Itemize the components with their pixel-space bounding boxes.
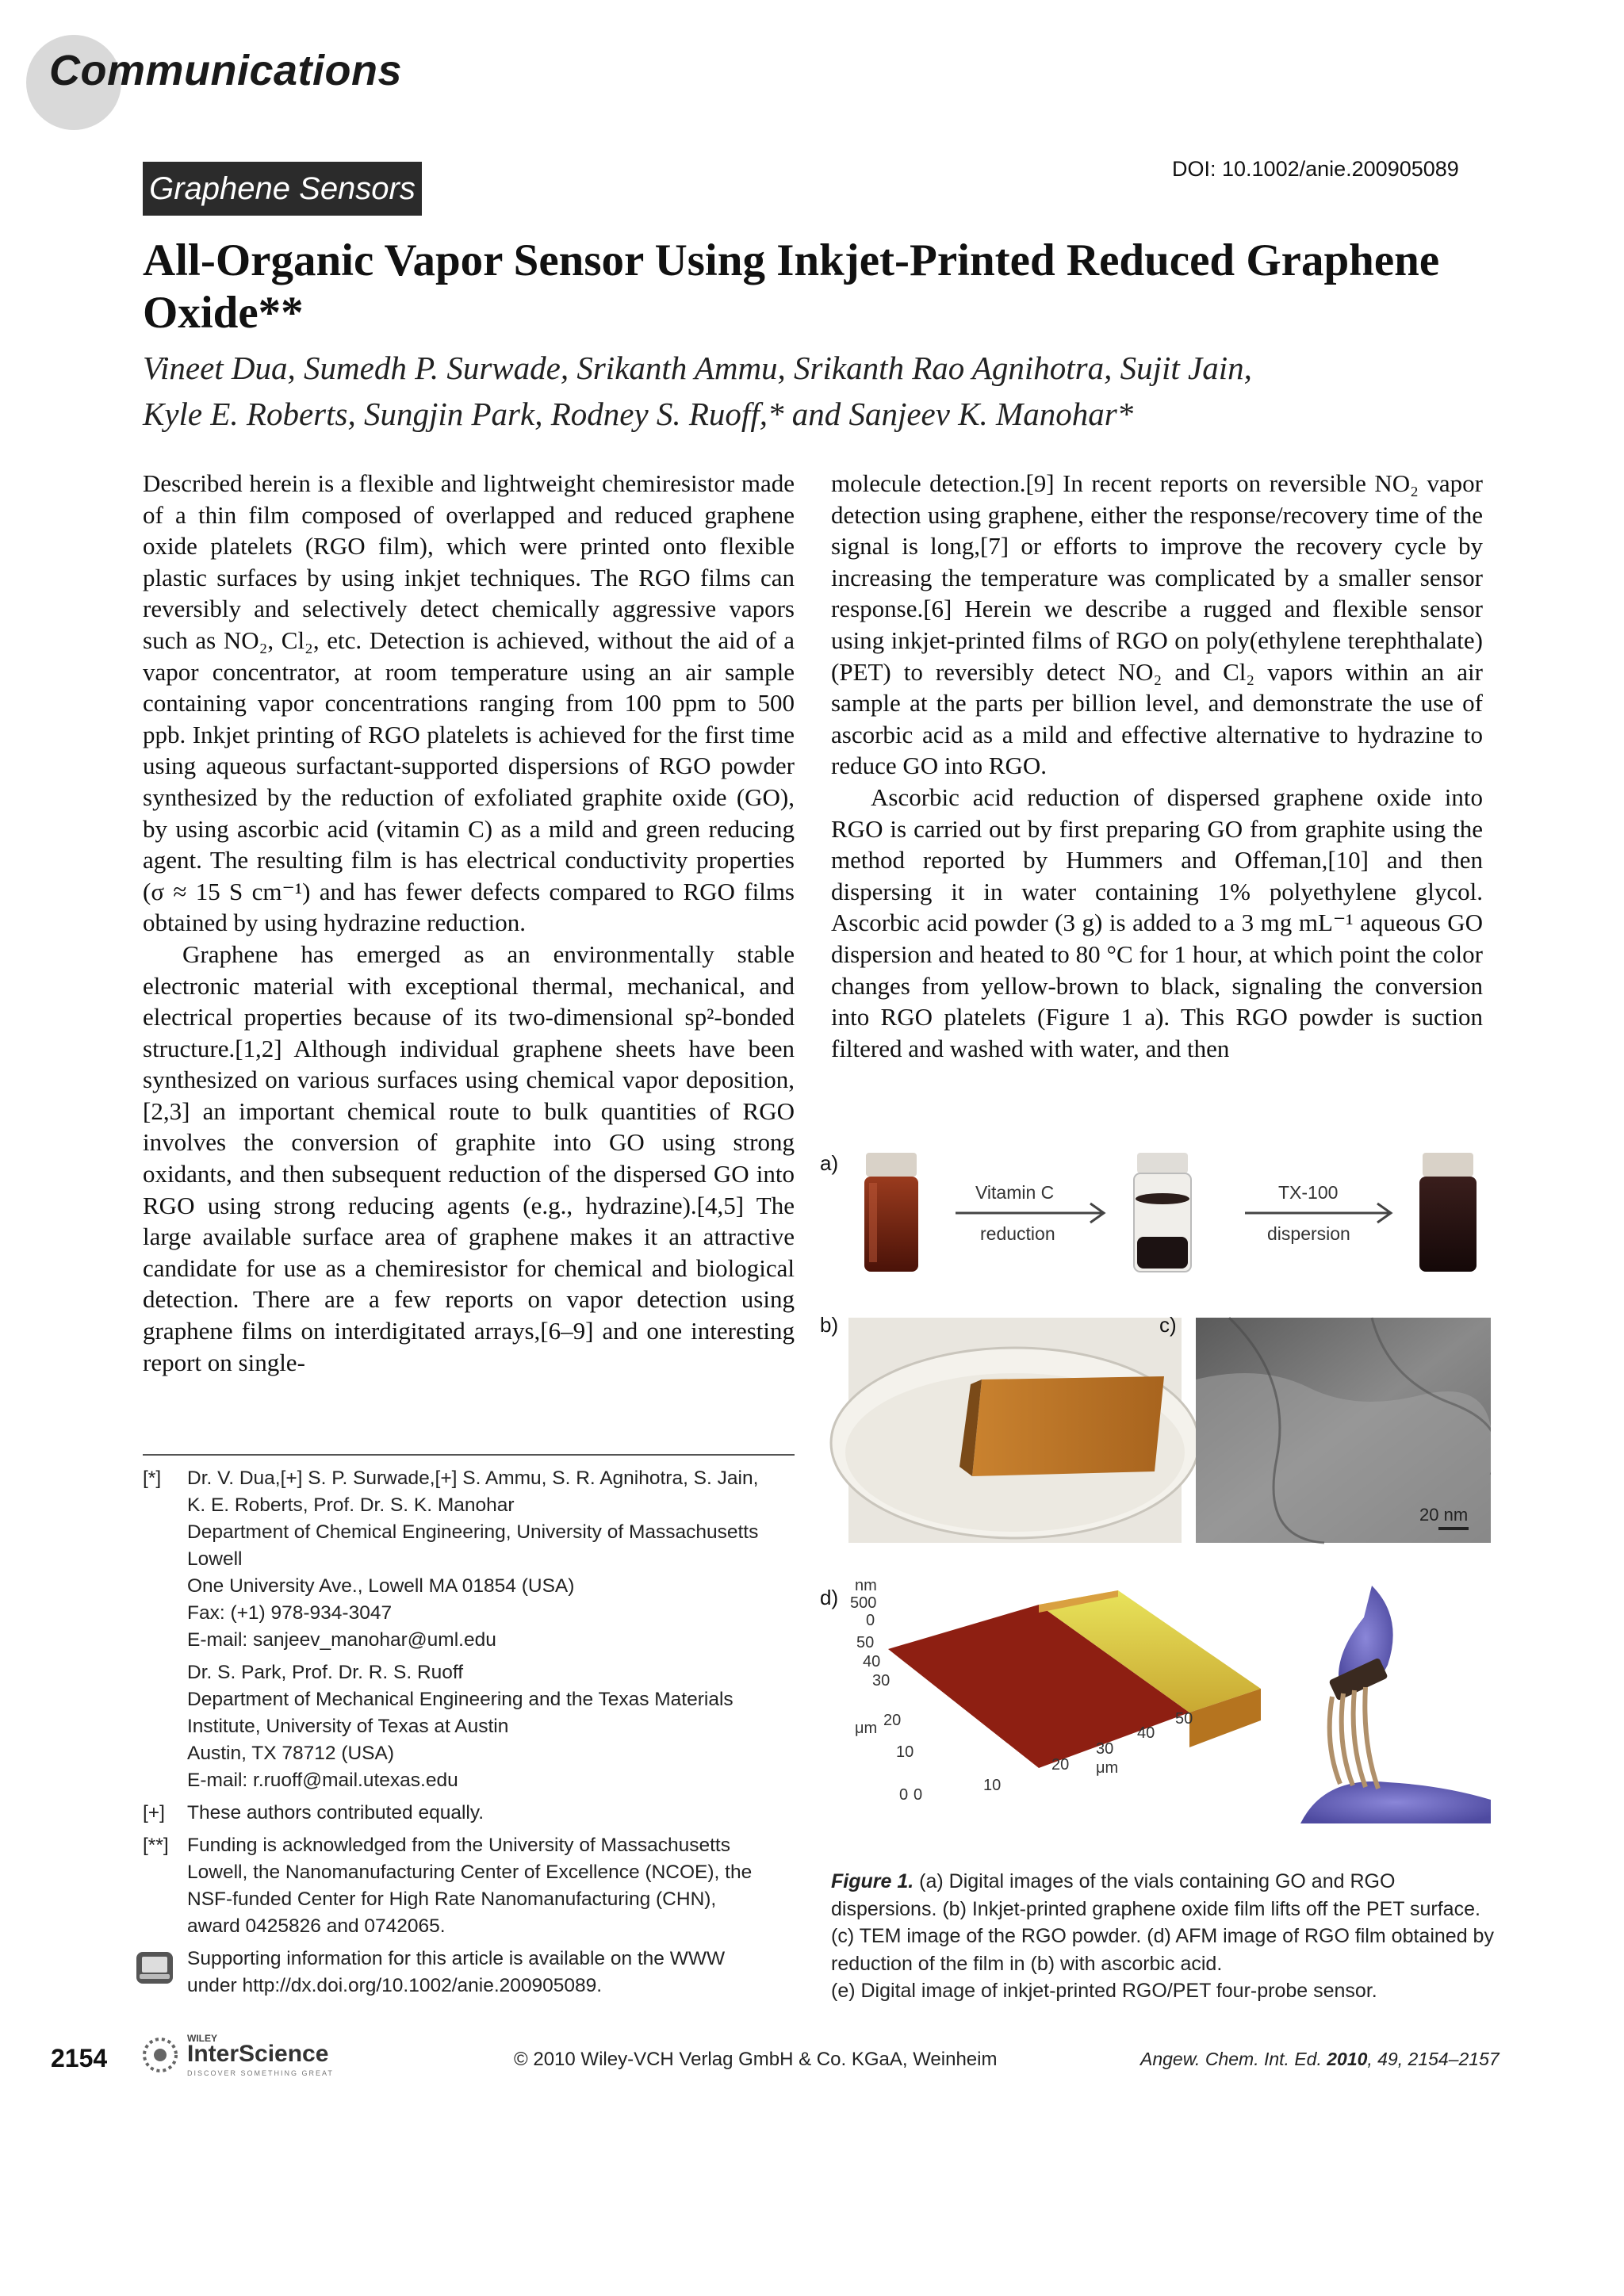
footnote-line: Lowell, the Nanomanufacturing Center of Excellence (NCOE), the [187, 1862, 753, 1883]
panel-c [1159, 1313, 1491, 1543]
footnote-line: Supporting information for this article is available on the WWW [187, 1948, 726, 1969]
publisher-name: InterScience [187, 2041, 329, 2067]
panel-a [820, 1148, 1491, 1280]
publisher-logo [141, 2031, 379, 2084]
caption-line-e: (e) Digital image of inkjet-printed RGO/PET four-probe sensor. [831, 1980, 1377, 2002]
footnote-line: Dr. V. Dua,[+] S. P. Surwade,[+] S. Ammu, S. R. Agnihotra, S. Jain, [187, 1468, 759, 1489]
footnote-funding [143, 1832, 801, 1940]
afm-y-tick: 30 [872, 1672, 891, 1689]
afm-x-tick: 30 [1096, 1740, 1114, 1758]
figure-1-panels [817, 1142, 1491, 1855]
journal-year: 2010 [1327, 2049, 1368, 2069]
journal-name: Angew. Chem. Int. Ed. [1140, 2049, 1322, 2069]
panel-e [1269, 1586, 1491, 1823]
author-list-line-2: Kyle E. Roberts, Sungjin Park, Rodney S. Ruoff,* and Sanjeev K. Manohar* [143, 396, 1134, 432]
vial-rgo-precipitate [1134, 1153, 1191, 1272]
left-column [143, 468, 795, 1378]
afm-x-tick: 50 [1175, 1710, 1193, 1728]
caption-text: (a) Digital images of the vials containing GO and RGO dispersions. (b) Inkjet-printed graphene oxide film lifts off the PET surface. (c) TEM image of the RGO powder. (d) AFM image of RGO film obtained by reduction of the film in (b) with ascorbic acid. [831, 1870, 1494, 1975]
footnote-divider [143, 1454, 795, 1456]
footnote-line: award 0425826 and 0742065. [187, 1915, 446, 1937]
afm-y-tick: 50 [856, 1634, 875, 1651]
footnote-line: These authors contributed equally. [187, 1802, 485, 1823]
afm-z-max: 500 [850, 1594, 877, 1612]
afm-y-unit: μm [855, 1720, 878, 1737]
panel-d-label: d) [820, 1586, 839, 1609]
footnote-line: Dr. S. Park, Prof. Dr. R. S. Ruoff [187, 1662, 464, 1683]
panel-b-label: b) [820, 1313, 839, 1337]
author-list-line-1: Vineet Dua, Sumedh P. Surwade, Srikanth Ammu, Srikanth Rao Agnihotra, Sujit Jain, [143, 350, 1252, 386]
afm-x-unit: μm [1096, 1759, 1119, 1777]
abstract-paragraph: Described herein is a flexible and lightweight chemiresistor made of a thin film composed of overlapped and reduced graphene oxide platelets (RGO film), which were printed onto flexible plastic surfaces by using inkjet techniques. The RGO films can reversibly and selectively detect chemically aggressive vapors such as NO₂, Cl₂, etc. Detection is achieved, without the aid of a vapor concentrator, at room temperature using an air sample containing vapor concentrations ranging from 100 ppm to 500 ppb. Inkjet printing of RGO platelets is achieved for the first time using aqueous surfactant-supported dispersions of RGO powder synthesized by the reduction of exfoliated graphite oxide (GO), by using ascorbic acid (vitamin C) as a mild and green reducing agent. The resulting film is has electrical conductivity properties (σ ≈ 15 S cm⁻¹) and has fewer defects compared to RGO films obtained by using hydrazine reduction. [143, 469, 795, 937]
afm-y-tick: 0 [899, 1786, 909, 1804]
journal-reference [1140, 2049, 1500, 2070]
journal-volume-pages: , 49, 2154–2157 [1367, 2049, 1500, 2069]
afm-z-min: 0 [866, 1612, 875, 1629]
footnote-line: NSF-funded Center for High Rate Nanomanufacturing (CHN), [187, 1888, 717, 1910]
panel-a-label: a) [820, 1151, 839, 1175]
afm-x-tick: 0 [914, 1786, 923, 1804]
footnote-equal-contribution [143, 1800, 801, 1827]
afm-z-unit: nm [855, 1577, 877, 1594]
publisher-tagline: DISCOVER SOMETHING GREAT [187, 2069, 334, 2077]
footnote-line: Austin, TX 78712 (USA) [187, 1743, 395, 1764]
supporting-info-icon [136, 1952, 173, 1984]
scale-bar-label: 20 nm [1419, 1505, 1469, 1525]
afm-y-tick: 40 [863, 1653, 881, 1670]
body-paragraph: Graphene has emerged as an environmentally stable electronic material with exceptional thermal, mechanical, and electrical properties because of its two-dimensional sp²-bonded structure.[1,2] Although individual graphene sheets have been synthesized on various surfaces using chemical vapor deposition,[2,3] an important chemical route to bulk quantities of RGO involves the conversion of graphite into GO using strong oxidants, and then subsequent reduction of the dispersed GO into RGO using strong reducing agents (e.g., hydrazine).[4,5] The large available surface area of graphene makes it an attractive candidate for use as a chemiresistor for chemical and biological detection. There are a few reports on vapor detection using graphene films on interdigitated arrays,[6–9] and one interesting report on single- [143, 939, 795, 1376]
panel-b [820, 1313, 1199, 1543]
footnote-line: Institute, University of Texas at Austin [187, 1716, 509, 1737]
footnote-email[interactable]: E-mail: sanjeev_manohar@uml.edu [187, 1629, 496, 1651]
footnote-affiliation-2 [143, 1659, 801, 1794]
page-number: 2154 [51, 2044, 108, 2072]
article-title: All-Organic Vapor Sensor Using Inkjet-Printed Reduced Graphene Oxide** [143, 235, 1440, 338]
doi-link[interactable]: DOI: 10.1002/anie.200905089 [1172, 157, 1459, 181]
right-column [831, 468, 1483, 1064]
footnote-email[interactable]: E-mail: r.ruoff@mail.utexas.edu [187, 1770, 458, 1791]
panel-c-label: c) [1159, 1313, 1177, 1337]
figure-caption [831, 1868, 1497, 2005]
vial-rgo-dispersion [1419, 1153, 1477, 1272]
footnote-marker: [*] [143, 1468, 162, 1489]
body-paragraph: molecule detection.[9] In recent reports on reversible NO₂ vapor detection using graphene, either the response/recovery time of the signal is long,[7] or efforts to improve the recovery cycle by increasing the temperature was complicated by a smaller sensor response.[6] Herein we describe a rugged and flexible sensor using inkjet-printed films of RGO on poly(ethylene terephthalate) (PET) to reversibly detect NO₂ and Cl₂ vapors within an air sample at the parts per billion level, and demonstrate the use of ascorbic acid as a mild and effective alternative to hydrazine to reduce GO into RGO. [831, 469, 1483, 780]
afm-x-tick: 20 [1051, 1756, 1070, 1774]
footnote-line: Department of Mechanical Engineering and the Texas Materials [187, 1689, 733, 1710]
copyright: © 2010 Wiley-VCH Verlag GmbH & Co. KGaA, Weinheim [514, 2049, 998, 2070]
footnotes [143, 1465, 801, 2005]
footnote-line: Department of Chemical Engineering, University of Massachusetts [187, 1521, 759, 1543]
footnote-link[interactable]: under http://dx.doi.org/10.1002/anie.200905089. [187, 1975, 603, 1996]
afm-y-tick: 10 [896, 1743, 914, 1761]
afm-x-tick: 40 [1137, 1724, 1155, 1742]
arrow-label-vitamin-c: Vitamin C [975, 1182, 1055, 1203]
footnote-line: K. E. Roberts, Prof. Dr. S. K. Manohar [187, 1494, 515, 1516]
footnote-line: Fax: (+1) 978-934-3047 [187, 1602, 393, 1624]
afm-y-tick: 20 [883, 1712, 902, 1729]
footnote-affiliation-1 [143, 1465, 801, 1654]
category-tag: Graphene Sensors [143, 162, 422, 216]
body-paragraph: Ascorbic acid reduction of dispersed graphene oxide into RGO is carried out by first preparing GO from graphite using the method reported by Hummers and Offeman,[10] and then dispersing it in water containing 1% polyethylene glycol. Ascorbic acid powder (3 g) is added to a 3 mg mL⁻¹ aqueous GO dispersion and heated to 80 °C for 1 hour, at which point the color changes from yellow-brown to black, signaling the conversion into RGO platelets (Figure 1 a). This RGO powder is suction filtered and washed with water, and then [831, 783, 1483, 1062]
arrow-label-dispersion: dispersion [1267, 1223, 1350, 1244]
footnote-supporting-info [143, 1946, 801, 1999]
arrow-label-reduction: reduction [980, 1223, 1055, 1244]
panel-d [820, 1577, 1261, 1804]
afm-x-tick: 10 [983, 1777, 1002, 1794]
footnote-marker: [**] [143, 1835, 169, 1856]
publisher-small: WILEY [187, 2033, 217, 2044]
caption-label: Figure 1. [831, 1870, 914, 1892]
footnote-line: Funding is acknowledged from the University of Massachusetts [187, 1835, 730, 1856]
figure-1 [817, 1142, 1491, 1855]
vial-go [864, 1153, 918, 1272]
printed-film [972, 1376, 1164, 1476]
footnote-line: One University Ave., Lowell MA 01854 (USA) [187, 1575, 575, 1597]
footnote-marker: [+] [143, 1802, 165, 1823]
section-heading: Communications [49, 47, 403, 94]
arrow-label-tx100: TX-100 [1278, 1182, 1339, 1203]
footnote-line: Lowell [187, 1548, 243, 1570]
